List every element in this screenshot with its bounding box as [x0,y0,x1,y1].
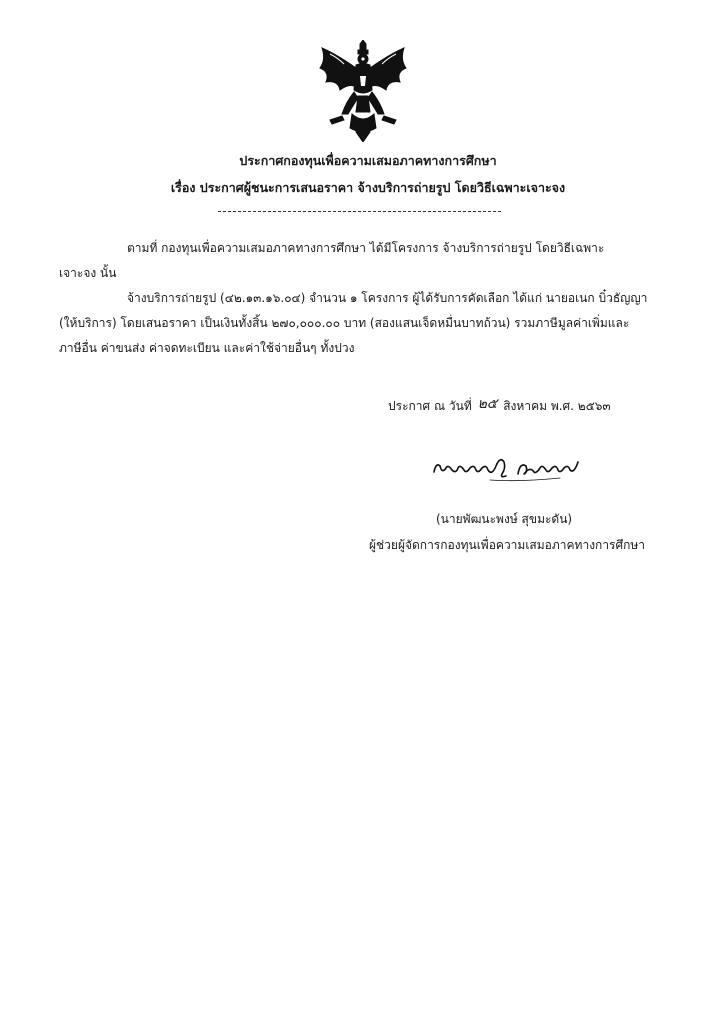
date-prefix: ประกาศ ณ วันที่ [388,399,472,413]
signatory-position: ผู้ช่วยผู้จัดการกองทุนเพื่อความเสมอภาคทางการศึกษา [369,538,646,552]
announcement-subject: เรื่อง ประกาศผู้ชนะการเสนอราคา จ้างบริการถ่ายรูป โดยวิธีเฉพาะเจาะจง [170,180,566,195]
announcement-title: ประกาศกองทุนเพื่อความเสมอภาคทางการศึกษา [239,153,497,168]
garuda-emblem [316,40,410,142]
handwritten-day: ๒๕ [477,396,498,412]
signatory-name: (นายพัฒนะพงษ์ สุขมะดัน) [436,512,573,526]
body-paragraph-2-line-3: ภาษีอื่น ค่าขนส่ง ค่าจดทะเบียน และค่าใช้จ่ายอื่นๆ ทั้งปวง [59,341,355,355]
handwritten-signature [430,452,590,484]
body-paragraph-1-line-1: ตามที่ กองทุนเพื่อความเสมอภาคทางการศึกษา ได้มีโครงการ จ้างบริการถ่ายรูป โดยวิธีเฉพาะ [127,241,605,255]
dashed-divider [218,211,501,212]
body-paragraph-1-line-2: เจาะจง นั้น [59,266,117,280]
date-month-year: สิงหาคม พ.ศ. ๒๕๖๓ [503,399,611,413]
body-paragraph-2-line-1: จ้างบริการถ่ายรูป (๔๒.๑๓.๑๖.๐๔) จำนวน ๑ โครงการ ผู้ได้รับการคัดเลือก ได้แก่ นายอเนก บิ๋วธัญญา [127,291,648,305]
announcement-date [388,398,611,414]
body-paragraph-2-line-2: (ให้บริการ) โดยเสนอราคา เป็นเงินทั้งสิ้น ๒๗๐,๐๐๐.๐๐ บาท (สองแสนเจ็ดหมื่นบาทถ้วน) รวมภาษีมูลค่าเพิ่มและ [59,316,630,330]
